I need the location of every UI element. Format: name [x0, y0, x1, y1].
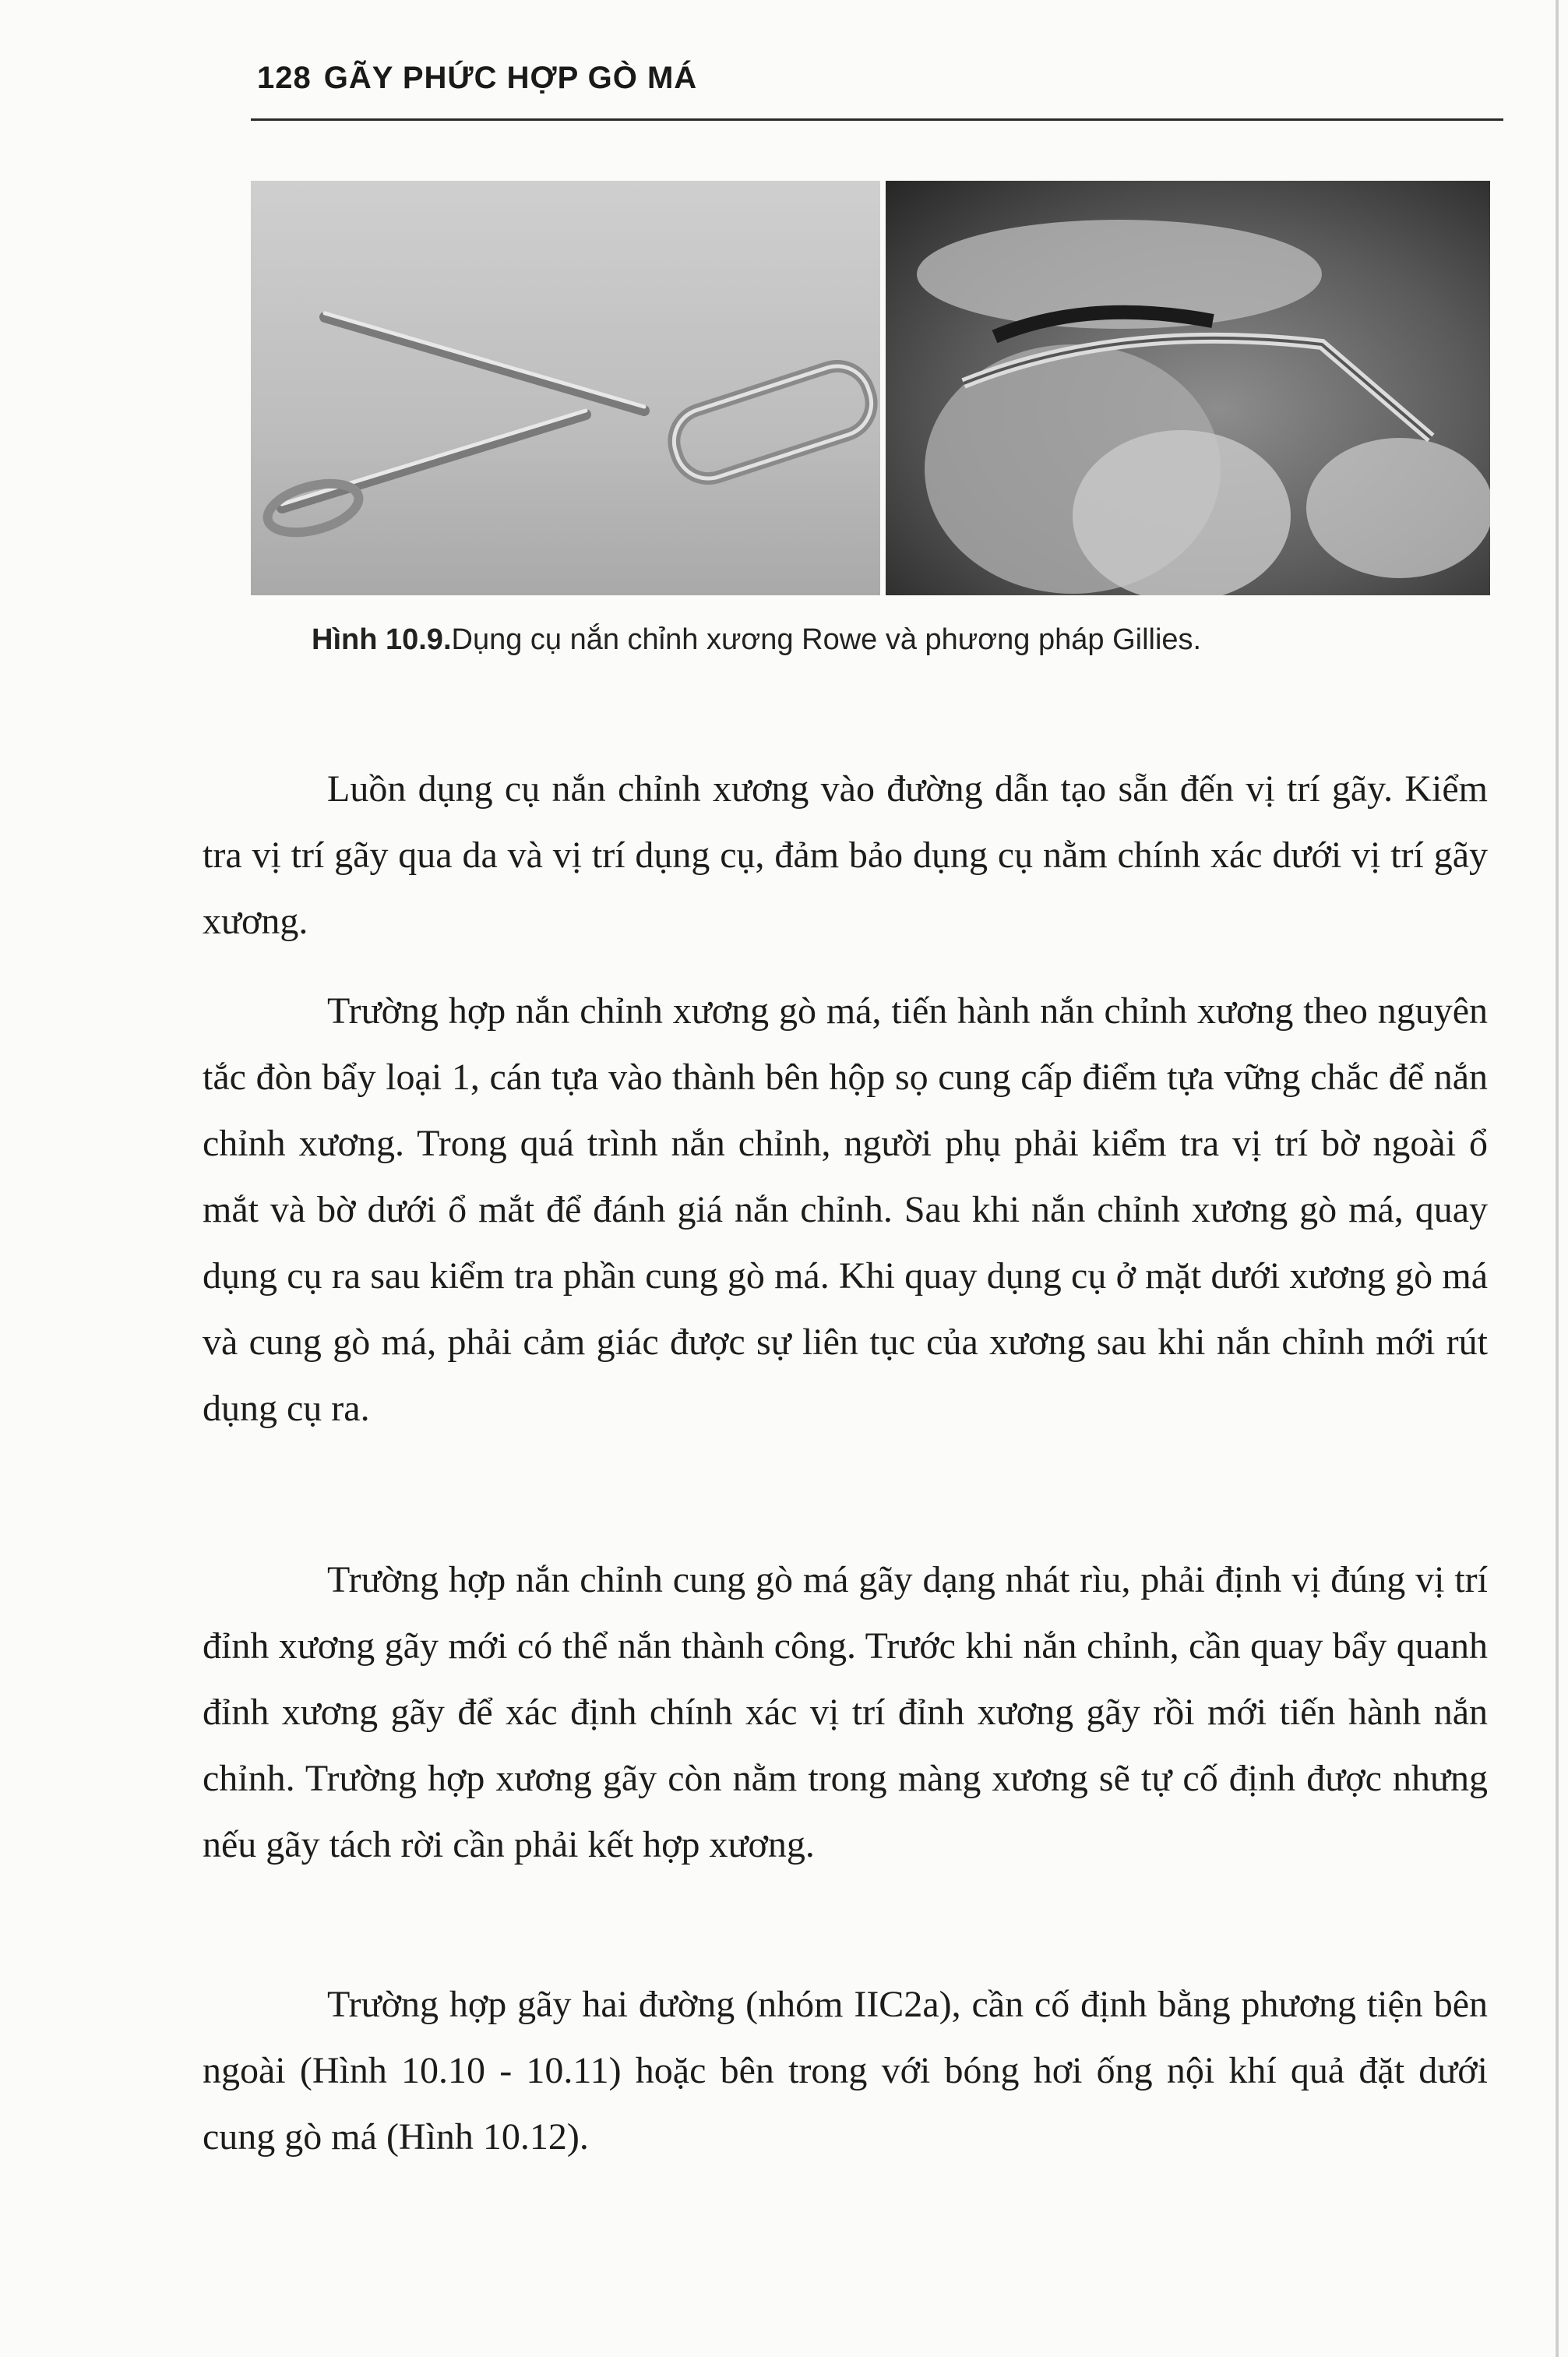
- paragraph-3: Trường hợp nắn chỉnh cung gò má gãy dạng nhát rìu, phải định vị đúng vị trí đỉnh xương gãy mới có thể nắn thành công. Trước khi nắn chỉnh, cần quay bẩy quanh đỉnh xương gãy để xác định chính xác vị trí đỉnh xương gãy rồi mới tiến hành nắn chỉnh. Trường hợp xương gãy còn nằm trong màng xương sẽ tự cố định được nhưng nếu gãy tách rời cần phải kết hợp xương.: [203, 1559, 1488, 1865]
- page-header: [257, 61, 697, 96]
- page-number: 128: [257, 61, 312, 95]
- chapter-title: GÃY PHỨC HỢP GÒ MÁ: [323, 61, 698, 95]
- figure-caption-text: Dụng cụ nắn chỉnh xương Rowe và phương pháp Gillies.: [451, 623, 1202, 656]
- rowe-instrument-photo: [251, 181, 880, 595]
- paragraph-1: Luồn dụng cụ nắn chỉnh xương vào đường dẫn tạo sẵn đến vị trí gãy. Kiểm tra vị trí gãy qua da và vị trí dụng cụ, đảm bảo dụng cụ nằm chính xác dưới vị trí gãy xương.: [203, 768, 1488, 942]
- paragraph-2: Trường hợp nắn chỉnh xương gò má, tiến hành nắn chỉnh xương theo nguyên tắc đòn bẩy loại 1, cán tựa vào thành bên hộp sọ cung cấp điểm tựa vững chắc để nắn chỉnh xương. Trong quá trình nắn chỉnh, người phụ phải kiểm tra vị trí bờ ngoài ổ mắt và bờ dưới ổ mắt để đánh giá nắn chỉnh. Sau khi nắn chỉnh xương gò má, quay dụng cụ ra sau kiểm tra phần cung gò má. Khi quay dụng cụ ở mặt dưới xương gò má và cung gò má, phải cảm giác được sự liên tục của xương sau khi nắn chỉnh mới rút dụng cụ ra.: [203, 990, 1488, 1429]
- header-rule: [251, 118, 1503, 121]
- paragraph-4: Trường hợp gãy hai đường (nhóm IIC2a), cần cố định bằng phương tiện bên ngoài (Hình 10.10 - 10.11) hoặc bên trong với bóng hơi ống nội khí quả đặt dưới cung gò má (Hình 10.12).: [203, 1984, 1488, 2158]
- figure-caption: [312, 623, 1480, 657]
- page-edge: [1556, 0, 1559, 2357]
- figure-label: Hình 10.9.: [312, 623, 452, 656]
- gillies-method-photo: [886, 181, 1490, 595]
